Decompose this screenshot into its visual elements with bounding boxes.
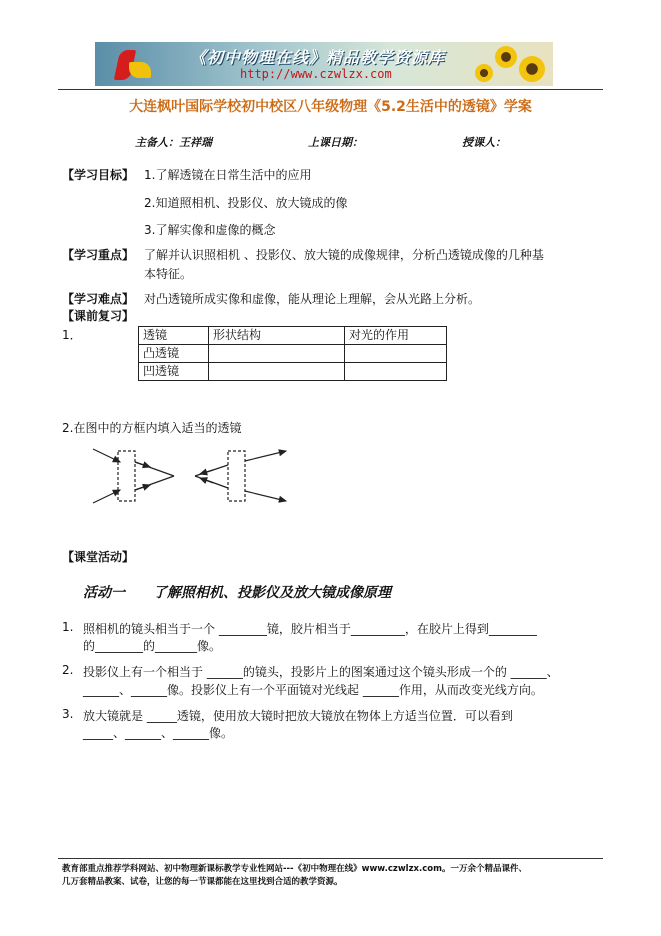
table-header: 形状结构 (209, 327, 345, 345)
question-text: 投影仪上有一个相当于 ______的镜头，投影片上的图案通过这个镜头形成一个的 ______、 (83, 665, 559, 679)
question-number: 1. (62, 620, 74, 634)
key-points-text: 本特征。 (144, 267, 193, 281)
blank-lens-box[interactable] (118, 451, 135, 501)
table-row (139, 345, 447, 363)
footer (62, 863, 602, 889)
converging-diagram (93, 449, 174, 503)
lens-ray-diagram (88, 447, 308, 507)
table-cell-blank[interactable] (345, 345, 447, 363)
table-cell-blank[interactable] (209, 345, 345, 363)
learning-goals-label: 【学习目标】 (62, 168, 135, 182)
banner-url[interactable]: http://www.czwlzx.com (240, 67, 392, 81)
table-header: 对光的作用 (345, 327, 447, 345)
table-header: 透镜 (139, 327, 209, 345)
question-number: 2. (62, 663, 74, 677)
blank-lens-box[interactable] (228, 451, 245, 501)
teacher-label: 授课人： (462, 136, 506, 149)
difficulties-text: 对凸透镜所成实像和虚像，能从理论上理解，会从光路上分析。 (144, 292, 481, 306)
footer-text: 教育部重点推荐学科网站、初中物理新课标教学专业性网站---《初中物理在线》www.czwlzx.com。一万余个精品课件、 (62, 864, 527, 874)
key-points-label: 【学习重点】 (62, 248, 135, 262)
question-text: 照相机的镜头相当于一个 ________镜，胶片相当于_________，在胶片上得到________ (83, 622, 537, 636)
banner-title: 《初中物理在线》精品教学资源库 (190, 48, 446, 67)
goal-item: 3.了解实像和虚像的概念 (144, 223, 276, 237)
goal-item: 2.知道照相机、投影仪、放大镜成的像 (144, 196, 348, 210)
table-cell: 凸透镜 (139, 345, 209, 363)
class-date-label: 上课日期： (308, 136, 363, 149)
sunflower-image (519, 56, 545, 82)
logo-yellow-mark (129, 62, 151, 78)
question-text: _____、______、______像。 (83, 726, 234, 740)
review-label: 【课前复习】 (62, 309, 135, 323)
sunflower-image (495, 46, 517, 68)
goal-item: 1.了解透镜在日常生活中的应用 (144, 168, 312, 182)
diverging-diagram (195, 451, 286, 501)
footer-text: 几万套精品教案、试卷，让您的每一节课都能在这里找到合适的教学资源。 (62, 877, 343, 887)
question-text: 的________的_______像。 (83, 639, 222, 653)
table-cell: 凹透镜 (139, 363, 209, 381)
table-row (139, 363, 447, 381)
question-2-text: 2.在图中的方框内填入适当的透镜 (62, 421, 242, 435)
footer-rule (58, 858, 603, 859)
sunflower-image (475, 64, 493, 82)
table-cell-blank[interactable] (209, 363, 345, 381)
key-points-text: 了解并认识照相机 、投影仪、放大镜的成像规律，分析凸透镜成像的几种基 (144, 248, 544, 262)
question-text: ______、______像。投影仪上有一个平面镜对光线起 ______作用，从而改变光线方向。 (83, 683, 543, 697)
difficulties-label: 【学习难点】 (62, 292, 135, 306)
lens-review-table (138, 326, 447, 381)
preparer-label: 主备人：王祥瑞 (135, 136, 212, 149)
header-rule (58, 89, 603, 90)
header-banner (95, 42, 553, 86)
table-header-row (139, 327, 447, 345)
question-number: 1． (62, 328, 82, 342)
activity-title: 活动一 了解照相机、投影仪及放大镜成像原理 (83, 585, 391, 601)
question-text: 放大镜就是 _____透镜，使用放大镜时把放大镜放在物体上方适当位置．可以看到 (83, 709, 513, 723)
table-cell-blank[interactable] (345, 363, 447, 381)
question-number: 3. (62, 707, 74, 721)
document-title: 大连枫叶国际学校初中校区八年级物理《5.2生活中的透镜》学案 (129, 99, 532, 115)
activity-label: 【课堂活动】 (62, 550, 135, 564)
